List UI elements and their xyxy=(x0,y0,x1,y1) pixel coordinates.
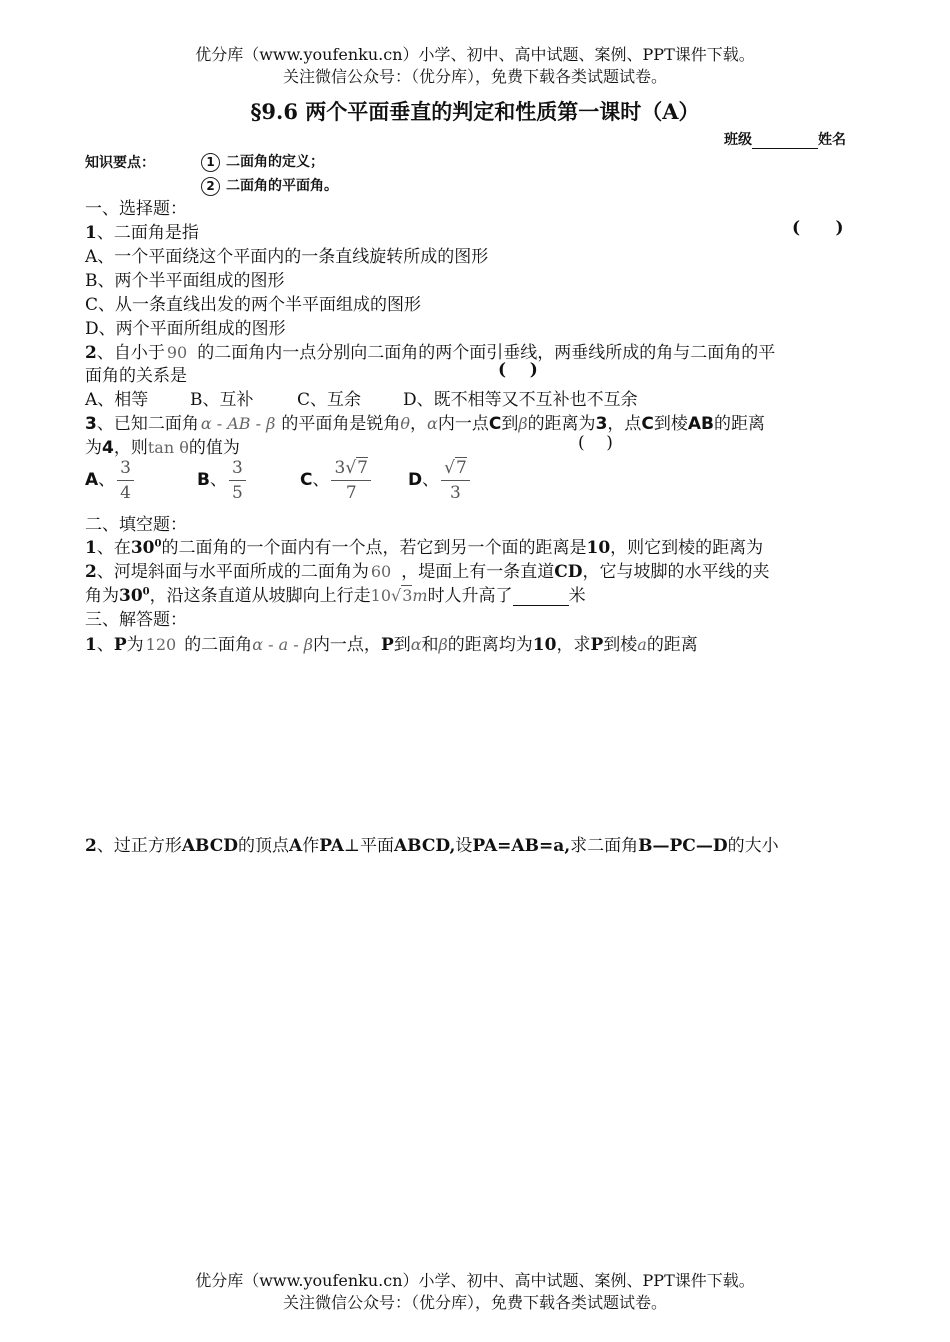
q2-option-b: B、互补 xyxy=(190,390,254,410)
angle-value: 30 xyxy=(130,538,155,558)
math-dihedral: α - AB - β xyxy=(200,414,276,433)
point-a: A xyxy=(289,836,303,856)
section-choice-heading: 一、选择题： xyxy=(85,199,187,219)
stem-text: ⊥平面 xyxy=(343,836,394,856)
math-angle: 90 xyxy=(166,343,188,362)
q2-option-a: A、相等 xyxy=(85,390,149,410)
stem-text: 、 xyxy=(96,635,114,655)
q3-option-c xyxy=(300,458,371,503)
option-letter: D xyxy=(408,470,423,490)
stem-text: ，沿这条直道从坡脚向上行走 xyxy=(149,586,371,606)
point-c: C xyxy=(488,414,502,434)
option-letter: A xyxy=(85,470,99,490)
class-label: 班级 xyxy=(724,132,752,148)
stem-text: 、河堤斜面与水平面所成的二面角为 xyxy=(96,562,369,582)
stem-text: 到 xyxy=(501,414,519,434)
page-title: §9.6 两个平面垂直的判定和性质第一课时（A） xyxy=(250,99,700,124)
q1-option-b: B、两个半平面组成的图形 xyxy=(85,271,285,291)
distance-value: 10 xyxy=(532,635,557,655)
stem-text: 、自小于 xyxy=(96,343,165,363)
question-stem: 、二面角是指 xyxy=(96,223,199,243)
question-number: 2 xyxy=(85,343,97,363)
fraction xyxy=(441,458,470,503)
stem-text: 角为 xyxy=(85,586,119,606)
option-sep: 、 xyxy=(312,470,330,490)
radicand: 7 xyxy=(455,458,467,478)
math-alpha: α xyxy=(427,414,438,433)
stem-text: ，堤面上有一条直道 xyxy=(401,562,555,582)
q1-option-d: D、两个平面所组成的图形 xyxy=(85,319,286,339)
stem-text: 的二面角 xyxy=(184,635,253,655)
q2-option-d: D、既不相等又不互补也不互余 xyxy=(403,390,638,410)
option-letter: B xyxy=(197,470,210,490)
fill-question-2-cont xyxy=(85,581,586,606)
footer-line-1: 优分库（www.youfenku.cn）小学、初中、高中试题、案例、PPT课件下载。 xyxy=(195,1271,755,1290)
question-number: 3 xyxy=(85,414,97,434)
stem-text: 的距离 xyxy=(714,414,766,434)
class-blank[interactable] xyxy=(752,148,818,149)
footer-line-2: 关注微信公众号：（优分库），免费下载各类试题试卷。 xyxy=(282,1293,667,1312)
point-c: C xyxy=(641,414,654,434)
stem-text: 的距离为 xyxy=(527,414,596,434)
option-sep: 、 xyxy=(422,470,440,490)
segment-cd: CD xyxy=(554,562,583,582)
answer-paren: ( ) xyxy=(792,218,844,238)
point-p: P xyxy=(380,635,394,655)
stem-text: 为 xyxy=(85,438,102,458)
stem-text: 作 xyxy=(302,836,320,856)
q3-option-b xyxy=(197,458,246,503)
denominator: 4 xyxy=(120,483,131,503)
radicand: 7 xyxy=(357,458,368,478)
class-name-row xyxy=(724,129,846,149)
option-sep: 、 xyxy=(98,470,116,490)
stem-text: 到棱 xyxy=(653,414,688,434)
stem-text: 内一点 xyxy=(437,414,489,434)
angle-value: 30 xyxy=(119,586,143,606)
degree-sup: 0 xyxy=(154,538,162,550)
math-theta: θ xyxy=(400,414,411,433)
q1-option-c: C、从一条直线出发的两个半平面组成的图形 xyxy=(85,295,422,315)
q1-option-a: A、一个平面绕这个平面内的一条直线旋转所成的图形 xyxy=(85,247,489,267)
stem-text: 和 xyxy=(421,635,439,655)
solve-question-1 xyxy=(85,630,698,655)
sqrt-icon: √ xyxy=(345,458,357,478)
stem-text: 米 xyxy=(568,586,586,606)
stem-text: 的距离均为 xyxy=(447,635,533,655)
stem-text: 、过正方形 xyxy=(96,836,182,856)
denominator: 3 xyxy=(450,483,461,503)
numerator xyxy=(331,458,371,481)
stem-text: 设 xyxy=(455,836,473,856)
math-beta: β xyxy=(518,414,528,433)
math-alpha: α xyxy=(410,635,422,654)
square-abcd: ABCD xyxy=(181,836,238,856)
knowledge-item-text: 二面角的定义； xyxy=(226,154,324,170)
sqrt-icon: √ xyxy=(391,586,402,605)
option-letter: C xyxy=(300,470,313,490)
numerator xyxy=(441,458,470,481)
stem-text: ，求 xyxy=(556,635,591,655)
q3-option-a xyxy=(85,458,134,503)
stem-text: 、已知二面角 xyxy=(96,414,199,434)
length-unit: m xyxy=(412,586,428,605)
question-number: 2 xyxy=(85,836,97,856)
angle-60: 60 xyxy=(370,562,392,581)
distance-value: 10 xyxy=(586,538,611,558)
fraction xyxy=(229,458,246,503)
knowledge-item-1 xyxy=(201,151,324,172)
q2-option-c: C、互余 xyxy=(297,390,362,410)
length-radicand: 3 xyxy=(402,586,413,605)
fill-question-1 xyxy=(85,533,763,558)
stem-text: 为 xyxy=(126,635,144,655)
stem-text: 、在 xyxy=(96,538,131,558)
option-sep: 、 xyxy=(209,470,227,490)
fill-question-2 xyxy=(85,557,769,582)
math-tan-theta: tan θ xyxy=(147,438,189,457)
stem-text: 内一点， xyxy=(312,635,381,655)
knowledge-item-2 xyxy=(201,175,338,196)
name-label: 姓名 xyxy=(818,132,846,148)
stem-text: 时人升高了 xyxy=(427,586,513,606)
answer-paren: ( ) xyxy=(578,433,613,453)
stem-text: ，点 xyxy=(607,414,642,434)
question-3-cont xyxy=(85,433,240,458)
numerator: 3 xyxy=(117,458,134,481)
point-p: P xyxy=(590,635,604,655)
question-2-cont: 面角的关系是 xyxy=(85,366,187,386)
stem-text: ，它与坡脚的水平线的夹 xyxy=(582,562,770,582)
segment-pa: PA xyxy=(319,836,344,856)
stem-text: ， xyxy=(410,414,428,434)
section-fill-heading: 二、填空题： xyxy=(85,515,187,535)
question-number: 1 xyxy=(85,223,97,243)
fraction xyxy=(331,458,371,503)
stem-text: 到棱 xyxy=(603,635,638,655)
header-line-1: 优分库（www.youfenku.cn）小学、初中、高中试题、案例、PPT课件下载。 xyxy=(195,45,755,64)
denominator: 7 xyxy=(345,483,357,503)
stem-text: ，则它到棱的距离为 xyxy=(610,538,764,558)
circled-number: 1 xyxy=(201,153,220,172)
stem-text: 的平面角是锐角 xyxy=(281,414,401,434)
stem-text: 求二面角 xyxy=(570,836,639,856)
knowledge-label: 知识要点： xyxy=(85,155,155,171)
question-3 xyxy=(85,409,765,434)
stem-text: ，则 xyxy=(113,438,148,458)
equation: PA=AB=a, xyxy=(472,836,571,856)
math-edge-a: a xyxy=(637,635,647,654)
dihedral-bpcd: B—PC—D xyxy=(638,836,728,856)
math-beta: β xyxy=(438,635,448,654)
coefficient: 3 xyxy=(334,458,346,478)
circled-number: 2 xyxy=(201,177,220,196)
question-number: 1 xyxy=(85,635,97,655)
stem-text: 的大小 xyxy=(727,836,779,856)
fraction xyxy=(117,458,134,503)
value-4: 4 xyxy=(102,438,114,458)
denominator: 5 xyxy=(231,483,243,503)
length-coef: 10 xyxy=(370,586,391,605)
point-p: P xyxy=(113,635,127,655)
edge-ab: AB xyxy=(687,414,715,434)
header-line-2: 关注微信公众号：（优分库），免费下载各类试题试卷。 xyxy=(282,67,667,86)
question-1 xyxy=(85,218,199,243)
solve-question-2 xyxy=(85,831,779,856)
plane-abcd: ABCD, xyxy=(393,836,456,856)
question-number: 1 xyxy=(85,538,97,558)
answer-blank[interactable] xyxy=(513,605,569,606)
question-2 xyxy=(85,338,775,363)
stem-text: 的值为 xyxy=(188,438,240,458)
q3-option-d xyxy=(408,458,470,503)
value-3: 3 xyxy=(595,414,608,434)
section-solve-heading: 三、解答题： xyxy=(85,610,187,630)
stem-text: 的二面角内一点分别向二面角的两个面引垂线，两垂线所成的角与二面角的平 xyxy=(197,343,776,363)
stem-text: 的二面角的一个面内有一个点，若它到另一个面的距离是 xyxy=(161,538,587,558)
answer-paren: ( ) xyxy=(498,360,538,380)
numerator: 3 xyxy=(229,458,246,481)
math-dihedral: α - a - β xyxy=(252,635,313,654)
stem-text: 的距离 xyxy=(646,635,698,655)
angle-120: 120 xyxy=(145,635,177,654)
question-number: 2 xyxy=(85,562,97,582)
stem-text: 的顶点 xyxy=(238,836,289,856)
sqrt-icon: √ xyxy=(444,458,455,478)
degree-sup: 0 xyxy=(142,586,150,598)
stem-text: 到 xyxy=(393,635,411,655)
knowledge-item-text: 二面角的平面角。 xyxy=(226,178,338,194)
